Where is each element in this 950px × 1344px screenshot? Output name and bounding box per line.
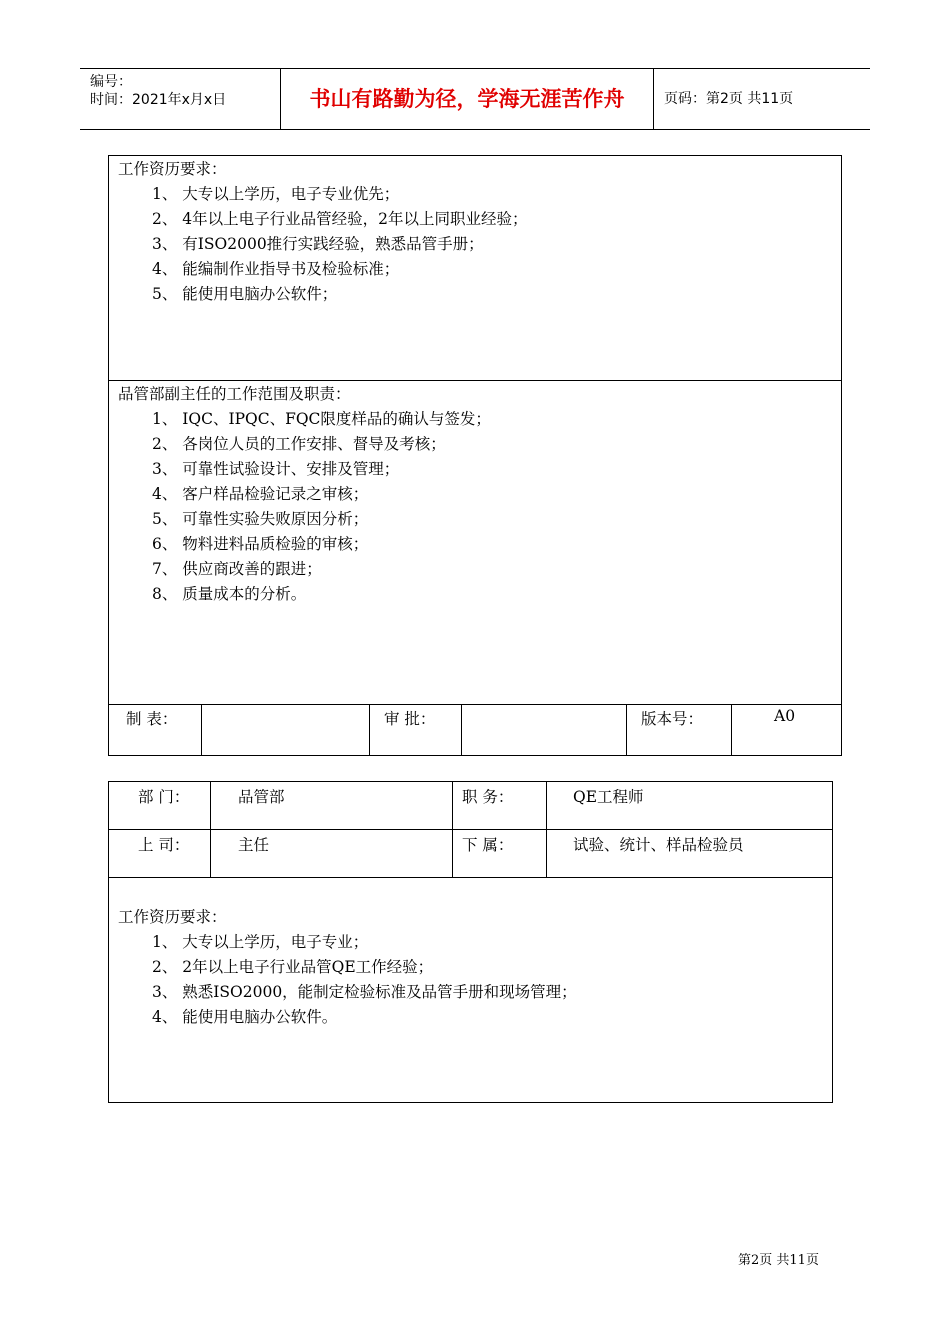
department-value: 品管部 [238, 788, 285, 806]
duty-item: 1、 IQC、IPQC、FQC限度样品的确认与签发； [152, 410, 491, 428]
col-divider [461, 704, 462, 755]
page-header [80, 68, 870, 130]
col-divider [452, 782, 453, 877]
requirement-item: 4、 能编制作业指导书及检验标准； [152, 260, 400, 278]
header-page-info: 页码：第2页 共11页 [664, 91, 794, 107]
document-number-label: 编号： [90, 74, 132, 90]
superior-label: 上 司： [138, 836, 190, 854]
superior-value: 主任 [238, 836, 270, 854]
version-label: 版本号： [641, 710, 704, 728]
col-divider [369, 704, 370, 755]
col-divider [731, 704, 732, 755]
page-footer: 第2页 共11页 [738, 1253, 819, 1268]
header-motto: 书山有路勤为径，学海无涯苦作舟 [281, 69, 654, 129]
duty-item: 3、 可靠性试验设计、安排及管理； [152, 460, 400, 478]
col-divider [626, 704, 627, 755]
requirement-item: 3、 有ISO2000推行实践经验，熟悉品管手册； [152, 235, 484, 253]
requirement-item: 2、 4年以上电子行业品管经验，2年以上同职业经验； [152, 210, 528, 228]
row-divider [109, 877, 832, 878]
subordinate-value: 试验、统计、样品检验员 [573, 836, 744, 854]
duties-title: 品管部副主任的工作范围及职责： [118, 385, 351, 403]
requirement-item: 5、 能使用电脑办公软件； [152, 285, 338, 303]
approver-label: 审 批： [384, 710, 436, 728]
col-divider [201, 704, 202, 755]
duty-item: 4、 客户样品检验记录之审核； [152, 485, 369, 503]
position-label: 职 务： [462, 788, 514, 806]
maker-label: 制 表： [126, 710, 178, 728]
col-divider [210, 782, 211, 877]
duty-item: 6、 物料进料品质检验的审核； [152, 535, 369, 553]
department-label: 部 门： [138, 788, 190, 806]
requirement-item: 2、 2年以上电子行业品管QE工作经验； [152, 958, 434, 976]
row-divider [109, 829, 832, 830]
duty-item: 8、 质量成本的分析。 [152, 585, 307, 603]
requirement-item: 1、 大专以上学历，电子专业； [152, 933, 369, 951]
position-value: QE工程师 [573, 788, 644, 806]
requirements-title: 工作资历要求： [118, 908, 227, 926]
col-divider [546, 782, 547, 877]
duty-item: 5、 可靠性实验失败原因分析； [152, 510, 369, 528]
subordinate-label: 下 属： [462, 836, 514, 854]
requirement-item: 3、 熟悉ISO2000，能制定检验标准及品管手册和现场管理； [152, 983, 577, 1001]
requirement-item: 4、 能使用电脑办公软件。 [152, 1008, 338, 1026]
header-meta [80, 69, 281, 129]
document-date: 时间：2021年x月x日 [90, 92, 227, 108]
duty-item: 2、 各岗位人员的工作安排、督导及考核； [152, 435, 446, 453]
version-value: A0 [774, 707, 796, 725]
requirement-item: 1、 大专以上学历，电子专业优先； [152, 185, 400, 203]
requirements-title: 工作资历要求： [118, 160, 227, 178]
row-divider [109, 380, 841, 381]
duty-item: 7、 供应商改善的跟进； [152, 560, 322, 578]
